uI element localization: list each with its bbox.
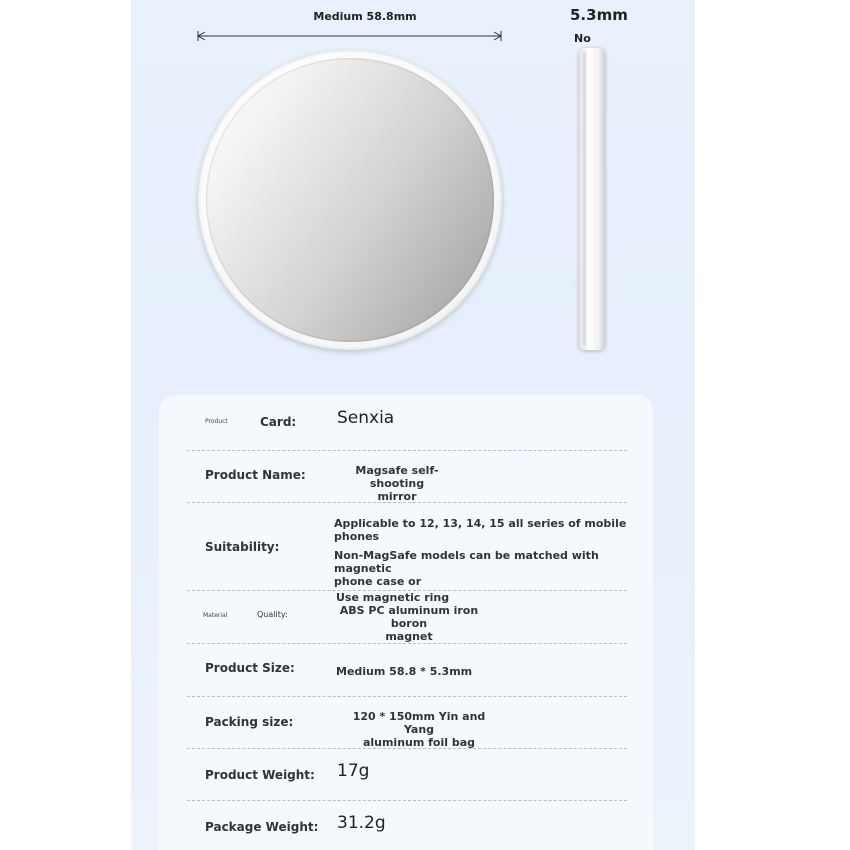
material-label: Quality:: [257, 610, 288, 619]
size-label: Product Size:: [205, 661, 295, 675]
brand-value: Senxia: [337, 408, 395, 428]
mirror-surface: [206, 58, 494, 342]
suitability-line-1: Applicable to 12, 13, 14, 15 all series of mobile phones: [334, 517, 627, 543]
diameter-arrow-icon: [196, 28, 504, 44]
package-weight-label: Package Weight:: [205, 820, 319, 834]
name-label: Product Name:: [205, 468, 306, 482]
no-label: No: [574, 32, 591, 45]
spec-row-size: [187, 643, 627, 697]
material-value-line-1: ABS PC aluminum iron boron: [339, 604, 479, 630]
name-value-line-1: Magsafe self-shooting: [355, 464, 439, 490]
spec-row-material: [187, 590, 627, 644]
weight-value: 17g: [337, 761, 370, 781]
suitability-label: Suitability:: [205, 540, 280, 554]
spec-row-packing: [187, 696, 627, 749]
mirror-front-image: [198, 50, 502, 350]
material-value: [329, 604, 489, 643]
brand-label: Card:: [260, 415, 297, 429]
spec-row-package-weight: [187, 800, 627, 850]
name-value-line-2: mirror: [377, 490, 417, 503]
thickness-label: 5.3mm: [570, 6, 628, 24]
packing-value: [339, 710, 499, 749]
spec-row-brand: [187, 395, 627, 451]
brand-prefix: Product: [205, 418, 228, 425]
suitability-line-2: Non-MagSafe models can be matched with magnetic: [334, 549, 599, 575]
spec-row-name: [187, 450, 627, 503]
packing-value-line-1: 120 * 150mm Yin and Yang: [352, 710, 486, 736]
packing-value-line-2: aluminum foil bag: [362, 736, 476, 749]
spec-row-weight: [187, 748, 627, 801]
suitability-line-3: phone case or: [334, 575, 422, 588]
packing-label: Packing size:: [205, 715, 294, 729]
weight-label: Product Weight:: [205, 768, 315, 782]
diameter-label: Medium 58.8mm: [313, 10, 417, 23]
spec-card: [159, 395, 653, 850]
size-value: Medium 58.8 * 5.3mm: [336, 665, 473, 678]
name-value: [337, 464, 457, 503]
package-weight-value: 31.2g: [337, 813, 386, 833]
spec-row-suitability: [187, 502, 627, 604]
mirror-side-image: [579, 48, 605, 350]
suitability-line-4: Use magnetic ring: [336, 591, 450, 604]
material-value-line-2: magnet: [385, 630, 433, 643]
material-prefix: Material: [203, 612, 228, 619]
